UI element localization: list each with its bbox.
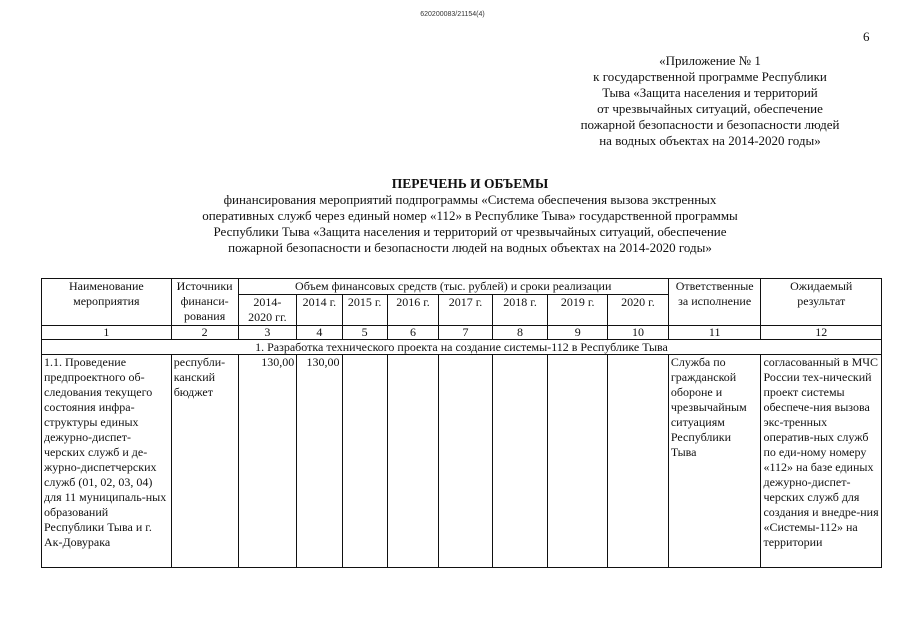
- title-line: финансирования мероприятий подпрограммы «Система обеспечения вызова экстренных: [223, 192, 717, 207]
- appendix-heading: [560, 53, 860, 149]
- column-number: 11: [668, 326, 761, 340]
- header-year: 2015 г.: [342, 295, 387, 326]
- cell-2019: [548, 355, 608, 568]
- section-row: [42, 340, 882, 355]
- title-line: Республики Тыва «Защита населения и территорий от чрезвычайных ситуаций, обеспечение: [213, 224, 727, 239]
- column-number: 5: [342, 326, 387, 340]
- header-year: 2018 г.: [492, 295, 548, 326]
- column-number: 1: [42, 326, 172, 340]
- appendix-line: на водных объектах на 2014-2020 годы»: [599, 133, 821, 148]
- header-funding-group: Объем финансовых средств (тыс. рублей) и сроки реализации: [238, 279, 668, 295]
- header-year: 2014 г.: [297, 295, 342, 326]
- cell-source: республи-канский бюджет: [171, 355, 238, 568]
- column-number: 8: [492, 326, 548, 340]
- document-title: [120, 176, 820, 256]
- appendix-line: «Приложение № 1: [659, 53, 761, 68]
- header-name: Наименование мероприятия: [42, 279, 172, 326]
- cell-2017: [439, 355, 493, 568]
- cell-responsible: Служба по гражданской обороне и чрезвычайным ситуациям Республики Тыва: [668, 355, 761, 568]
- column-number: 12: [761, 326, 882, 340]
- cell-2018: [492, 355, 548, 568]
- header-year: 2017 г.: [439, 295, 493, 326]
- section-title: 1. Разработка технического проекта на создание системы-112 в Республике Тыва: [42, 340, 882, 355]
- column-number: 9: [548, 326, 608, 340]
- title-line: пожарной безопасности и безопасности людей на водных объектах на 2014-2020 годы»: [228, 240, 712, 255]
- column-number-row: [42, 326, 882, 340]
- header-result: Ожидаемый результат: [761, 279, 882, 326]
- cell-2020: [608, 355, 669, 568]
- document-id: 620200083/21154(4): [420, 11, 485, 18]
- appendix-line: пожарной безопасности и безопасности людей: [580, 117, 840, 132]
- header-source: Источники финанси- рования: [171, 279, 238, 326]
- appendix-line: от чрезвычайных ситуаций, обеспечение: [597, 101, 823, 116]
- header-year: 2019 г.: [548, 295, 608, 326]
- page-number: 6: [863, 29, 870, 44]
- cell-result: согласованный в МЧС России тех-нический проект системы обеспече-ния вызова экс-тренных оператив-ных служб по еди-ному номеру «112» на базе единых дежурно-диспет-черских служб для создания и внедре-ния «Системы-112» на территории: [761, 355, 882, 568]
- table-row: [42, 355, 882, 568]
- funding-table: [41, 278, 882, 568]
- title-main: ПЕРЕЧЕНЬ И ОБЪЕМЫ: [391, 176, 549, 191]
- header-year-total: 2014- 2020 гг.: [238, 295, 297, 326]
- header-responsible: Ответственные за исполнение: [668, 279, 761, 326]
- header-row-1: [42, 279, 882, 295]
- cell-2014: 130,00: [297, 355, 342, 568]
- cell-2015: [342, 355, 387, 568]
- column-number: 4: [297, 326, 342, 340]
- cell-total: 130,00: [238, 355, 297, 568]
- header-year: 2020 г.: [608, 295, 669, 326]
- column-number: 2: [171, 326, 238, 340]
- cell-2016: [387, 355, 438, 568]
- header-year: 2016 г.: [387, 295, 438, 326]
- title-line: оперативных служб через единый номер «112» в Республике Тыва» государственной программы: [202, 208, 738, 223]
- column-number: 10: [608, 326, 669, 340]
- cell-name: 1.1. Проведение предпроектного об-следования текущего состояния инфра-структуры единых дежурно-диспет-черских служб и де-журно-диспетчерских служб (01, 02, 03, 04) для 11 муниципаль-ных образований Республики Тыва и г. Ак-Довурака: [42, 355, 172, 568]
- appendix-line: к государственной программе Республики: [593, 69, 827, 84]
- appendix-line: Тыва «Защита населения и территорий: [602, 85, 818, 100]
- column-number: 6: [387, 326, 438, 340]
- column-number: 3: [238, 326, 297, 340]
- column-number: 7: [439, 326, 493, 340]
